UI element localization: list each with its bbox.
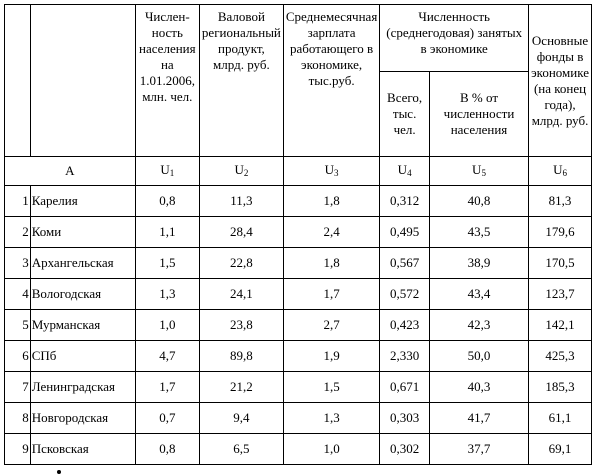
cell-u3: 1,7 — [283, 279, 379, 310]
cell-u4: 0,567 — [380, 248, 430, 279]
table-row — [5, 248, 592, 279]
cell-u1: 0,8 — [135, 186, 199, 217]
cell-u1: 1,7 — [135, 372, 199, 403]
cell-u4: 0,302 — [380, 434, 430, 465]
table-row — [5, 434, 592, 465]
cell-u5: 50,0 — [429, 341, 528, 372]
region-name: Архангельская — [30, 248, 135, 279]
cell-u4: 0,495 — [380, 217, 430, 248]
cell-u3: 2,7 — [283, 310, 379, 341]
cell-u6: 185,3 — [529, 372, 592, 403]
footnote-mark — [57, 470, 61, 474]
cell-u6: 81,3 — [529, 186, 592, 217]
cell-u6: 123,7 — [529, 279, 592, 310]
cell-u3: 1,9 — [283, 341, 379, 372]
cell-u5: 41,7 — [429, 403, 528, 434]
cell-u6: 170,5 — [529, 248, 592, 279]
region-name: Псковская — [30, 434, 135, 465]
row-index: 8 — [5, 403, 31, 434]
cell-u5: 43,4 — [429, 279, 528, 310]
cell-u3: 1,0 — [283, 434, 379, 465]
table-row — [5, 279, 592, 310]
header-fixed-assets: Основные фонды в экономике (на конец года), млрд. руб. — [529, 5, 592, 157]
row-index: 2 — [5, 217, 31, 248]
cell-u6: 61,1 — [529, 403, 592, 434]
table-row — [5, 217, 592, 248]
header-employment-pct: В % от численности населения — [429, 72, 528, 157]
cell-u1: 1,3 — [135, 279, 199, 310]
code-u1: $U_1$ — [135, 157, 199, 186]
cell-u5: 37,7 — [429, 434, 528, 465]
corner-region-header — [30, 5, 135, 157]
code-u6: $U_6$ — [529, 157, 592, 186]
row-index: 3 — [5, 248, 31, 279]
cell-u4: 2,330 — [380, 341, 430, 372]
header-grp: Валовой региональный продукт, млрд. руб. — [199, 5, 283, 157]
cell-u2: 6,5 — [199, 434, 283, 465]
cell-u1: 1,1 — [135, 217, 199, 248]
table-row — [5, 186, 592, 217]
cell-u3: 1,3 — [283, 403, 379, 434]
regional-statistics-table — [4, 4, 592, 465]
code-u3: $U_3$ — [283, 157, 379, 186]
row-index: 5 — [5, 310, 31, 341]
cell-u4: 0,423 — [380, 310, 430, 341]
cell-u2: 28,4 — [199, 217, 283, 248]
cell-u1: 1,0 — [135, 310, 199, 341]
cell-u6: 69,1 — [529, 434, 592, 465]
row-index: 6 — [5, 341, 31, 372]
cell-u6: 425,3 — [529, 341, 592, 372]
cell-u5: 43,5 — [429, 217, 528, 248]
code-u2: $U_2$ — [199, 157, 283, 186]
table-row — [5, 310, 592, 341]
cell-u2: 9,4 — [199, 403, 283, 434]
header-population: Числен-ность населения на 1.01.2006, млн. чел. — [135, 5, 199, 157]
cell-u5: 42,3 — [429, 310, 528, 341]
cell-u4: 0,303 — [380, 403, 430, 434]
cell-u5: 38,9 — [429, 248, 528, 279]
corner-index-header — [5, 5, 31, 157]
cell-u4: 0,671 — [380, 372, 430, 403]
region-name: Карелия — [30, 186, 135, 217]
header-employment-total: Всего, тыс. чел. — [380, 72, 430, 157]
region-name: Мурманская — [30, 310, 135, 341]
cell-u1: 4,7 — [135, 341, 199, 372]
cell-u2: 23,8 — [199, 310, 283, 341]
cell-u4: 0,312 — [380, 186, 430, 217]
code-u4: $U_4$ — [380, 157, 430, 186]
row-index: 7 — [5, 372, 31, 403]
code-u5: $U_5$ — [429, 157, 528, 186]
cell-u6: 179,6 — [529, 217, 592, 248]
cell-u2: 24,1 — [199, 279, 283, 310]
code-row — [5, 157, 592, 186]
header-employment-group: Численность (среднегодовая) занятых в экономике — [380, 5, 529, 72]
header-row-top — [5, 5, 592, 72]
table-row — [5, 403, 592, 434]
region-name: Вологодская — [30, 279, 135, 310]
region-name: СПб — [30, 341, 135, 372]
row-index: 9 — [5, 434, 31, 465]
code-region: А — [5, 157, 136, 186]
cell-u2: 11,3 — [199, 186, 283, 217]
cell-u2: 21,2 — [199, 372, 283, 403]
cell-u5: 40,3 — [429, 372, 528, 403]
table-row — [5, 341, 592, 372]
cell-u1: 0,7 — [135, 403, 199, 434]
cell-u1: 1,5 — [135, 248, 199, 279]
cell-u3: 1,8 — [283, 186, 379, 217]
cell-u1: 0,8 — [135, 434, 199, 465]
cell-u2: 22,8 — [199, 248, 283, 279]
cell-u5: 40,8 — [429, 186, 528, 217]
row-index: 1 — [5, 186, 31, 217]
region-name: Новгородская — [30, 403, 135, 434]
row-index: 4 — [5, 279, 31, 310]
cell-u2: 89,8 — [199, 341, 283, 372]
cell-u6: 142,1 — [529, 310, 592, 341]
cell-u3: 1,5 — [283, 372, 379, 403]
table-row — [5, 372, 592, 403]
region-name: Коми — [30, 217, 135, 248]
cell-u3: 2,4 — [283, 217, 379, 248]
cell-u3: 1,8 — [283, 248, 379, 279]
header-salary: Среднемесячная зарплата работающего в экономике, тыс.руб. — [283, 5, 379, 157]
cell-u4: 0,572 — [380, 279, 430, 310]
region-name: Ленинградская — [30, 372, 135, 403]
